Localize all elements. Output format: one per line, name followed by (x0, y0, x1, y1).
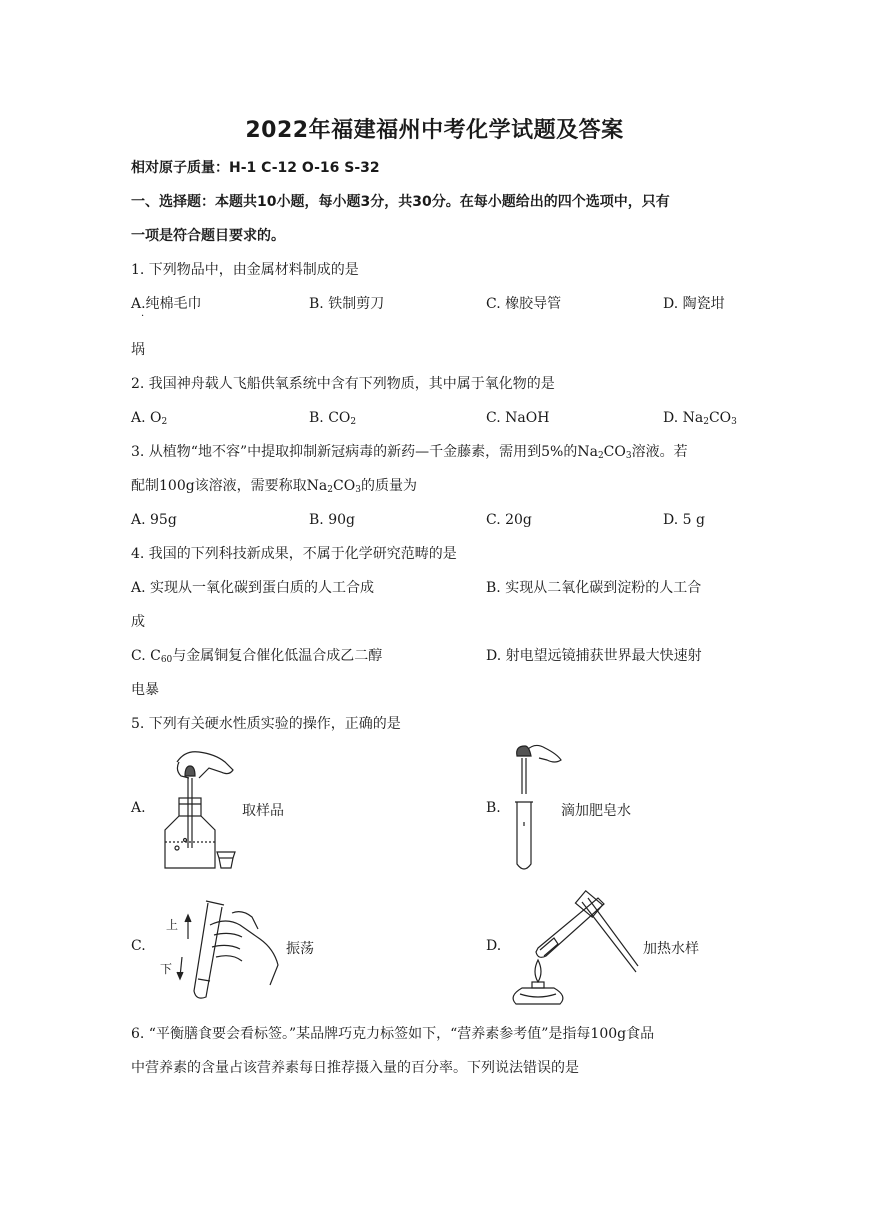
q5-option-a-label: 取样品 (242, 803, 284, 819)
atomic-mass-line: 相对原子质量：H-1 C-12 O-16 S-32 (131, 160, 380, 176)
q4-option-a: A. 实现从一氧化碳到蛋白质的人工合成 (131, 580, 375, 596)
q2-option-b: B. $CO_2$ (309, 410, 357, 427)
q4-option-c: C. $C_{60}$与金属铜复合催化低温合成乙二醇 (131, 648, 383, 665)
test-tube-dropper-figure (505, 742, 565, 877)
q5-option-c-up-label: 上 (166, 918, 179, 932)
q1-option-d: D. 陶瓷坩 (663, 296, 725, 312)
q5-option-c-down-label: 下 (160, 962, 173, 976)
q2-option-a: A. $O_2$ (131, 410, 168, 427)
q5-option-d-label: 加热水样 (643, 941, 699, 957)
q6-stem-line2: 中营养素的含量占该营养素每日推荐摄入量的百分率。下列说法错误的是 (131, 1060, 579, 1076)
q3-option-b: B. 90g (309, 512, 355, 528)
q5-stem: 5. 下列有关硬水性质实验的操作，正确的是 (131, 716, 401, 732)
shaking-test-tube-figure (170, 895, 285, 1005)
q5-option-a-letter: A. (131, 800, 146, 816)
q4-stem: 4. 我国的下列科技新成果，不属于化学研究范畴的是 (131, 546, 457, 562)
q6-stem-line1: 6. “平衡膳食要会看标签。”某品牌巧克力标签如下，“营养素参考值”是指每100g食品 (131, 1026, 655, 1042)
q1-stem: 1. 下列物品中，由金属材料制成的是 (131, 262, 359, 278)
q1-option-d-continued: 埚 (131, 342, 145, 358)
q3-option-d: D. 5 g (663, 512, 705, 528)
section-heading-line2: 一项是符合题目要求的。 (131, 228, 285, 244)
emphasis-dot: · (141, 311, 145, 322)
section-heading-line1: 一、选择题：本题共10小题，每小题3分，共30分。在每小题给出的四个选项中，只有 (131, 194, 670, 210)
alcohol-lamp-heating-figure (508, 888, 643, 1006)
q5-option-c-label: 振荡 (286, 941, 314, 957)
q4-option-b-continued: 成 (131, 614, 145, 630)
q4-option-d-continued: 电暴 (131, 682, 159, 698)
q2-option-c: C. NaOH (486, 410, 550, 426)
q2-stem: 2. 我国神舟载人飞船供氧系统中含有下列物质，其中属于氧化物的是 (131, 376, 555, 392)
q3-stem-line1: 3. 从植物“地不容”中提取抑制新冠病毒的新药—千金藤素，需用到5%的$Na_2CO_3$溶液。若 (131, 444, 688, 461)
q4-option-b: B. 实现从二氧化碳到淀粉的人工合 (486, 580, 702, 596)
q5-option-c-letter: C. (131, 938, 146, 954)
q1-option-b: B. 铁制剪刀 (309, 296, 385, 312)
q5-option-d-letter: D. (486, 938, 502, 954)
q1-option-a: A.纯棉毛巾 (131, 296, 202, 312)
q1-option-c: C. 橡胶导管 (486, 296, 562, 312)
q4-option-d: D. 射电望远镜捕获世界最大快速射 (486, 648, 702, 664)
q5-option-b-letter: B. (486, 800, 501, 816)
reagent-bottle-dropper-figure (155, 748, 250, 873)
q2-option-d: D. $Na_2CO_3$ (663, 410, 737, 427)
q3-option-c: C. 20g (486, 512, 532, 528)
q3-stem-line2: 配制100g该溶液，需要称取$Na_2CO_3$的质量为 (131, 478, 417, 495)
page-title: 2022年福建福州中考化学试题及答案 (245, 118, 624, 143)
q5-option-b-label: 滴加肥皂水 (561, 803, 631, 819)
q3-option-a: A. 95g (131, 512, 177, 528)
